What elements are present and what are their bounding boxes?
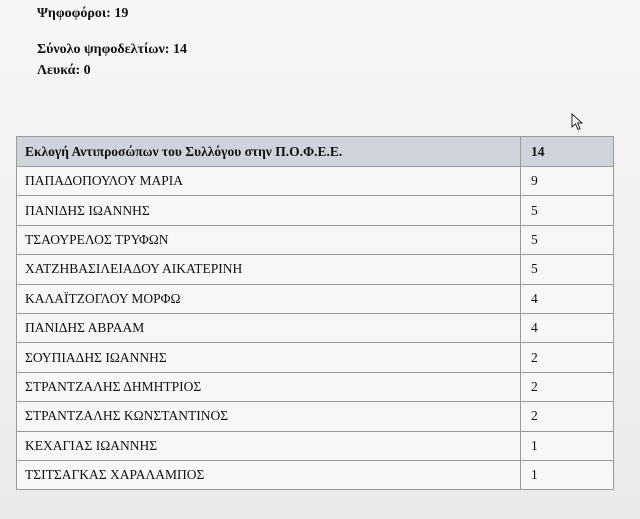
table-row — [17, 284, 614, 313]
table-row — [17, 460, 614, 489]
candidate-name: ΤΣΙΤΣΑΓΚΑΣ ΧΑΡΑΛΑΜΠΟΣ — [17, 460, 521, 489]
candidate-votes: 5 — [521, 225, 614, 254]
candidate-votes: 1 — [521, 431, 614, 460]
candidate-votes: 4 — [521, 313, 614, 342]
candidate-name: ΚΕΧΑΓΙΑΣ ΙΩΑΝΝΗΣ — [17, 431, 521, 460]
candidate-votes: 5 — [521, 255, 614, 284]
table-header-row — [17, 137, 614, 167]
candidate-votes: 9 — [521, 167, 614, 196]
candidate-name: ΣΤΡΑΝΤΖΑΛΗΣ ΚΩΝΣΤΑΝΤΙΝΟΣ — [17, 402, 521, 431]
table-row — [17, 313, 614, 342]
candidate-votes: 2 — [521, 402, 614, 431]
election-title: Εκλογή Αντιπροσώπων του Συλλόγου στην Π.Ο.Φ.Ε.Ε. — [17, 137, 521, 167]
voters-count: Ψηφοφόροι: 19 — [37, 6, 129, 21]
table-row — [17, 167, 614, 196]
candidate-name: ΧΑΤΖΗΒΑΣΙΛΕΙΑΔΟΥ ΑΙΚΑΤΕΡΙΝΗ — [17, 255, 521, 284]
candidate-name: ΤΣΑΟΥΡΕΛΟΣ ΤΡΥΦΩΝ — [17, 225, 521, 254]
table-row — [17, 196, 614, 225]
table-row — [17, 372, 614, 401]
candidate-name: ΠΑΠΑΔΟΠΟΥΛΟΥ ΜΑΡΙΑ — [17, 167, 521, 196]
total-votes: 14 — [521, 137, 614, 167]
candidate-rows — [17, 167, 614, 490]
candidate-name: ΣΤΡΑΝΤΖΑΛΗΣ ΔΗΜΗΤΡΙΟΣ — [17, 372, 521, 401]
candidate-name: ΠΑΝΙΔΗΣ ΑΒΡΑΑΜ — [17, 313, 521, 342]
candidate-name: ΠΑΝΙΔΗΣ ΙΩΑΝΝΗΣ — [17, 196, 521, 225]
mouse-pointer-icon — [571, 113, 585, 131]
table-row — [17, 343, 614, 372]
table-row — [17, 402, 614, 431]
candidate-votes: 1 — [521, 460, 614, 489]
table-row — [17, 255, 614, 284]
candidate-votes: 4 — [521, 284, 614, 313]
candidate-votes: 5 — [521, 196, 614, 225]
candidate-name: ΣΟΥΠΙΑΔΗΣ ΙΩΑΝΝΗΣ — [17, 343, 521, 372]
ballots-total: Σύνολο ψηφοδελτίων: 14 — [37, 42, 187, 57]
blank-ballots: Λευκά: 0 — [37, 63, 91, 78]
results-table — [16, 136, 614, 490]
candidate-votes: 2 — [521, 343, 614, 372]
candidate-votes: 2 — [521, 372, 614, 401]
candidate-name: ΚΑΛΑΪΤΖΟΓΛΟΥ ΜΟΡΦΩ — [17, 284, 521, 313]
table-row — [17, 431, 614, 460]
table-row — [17, 225, 614, 254]
